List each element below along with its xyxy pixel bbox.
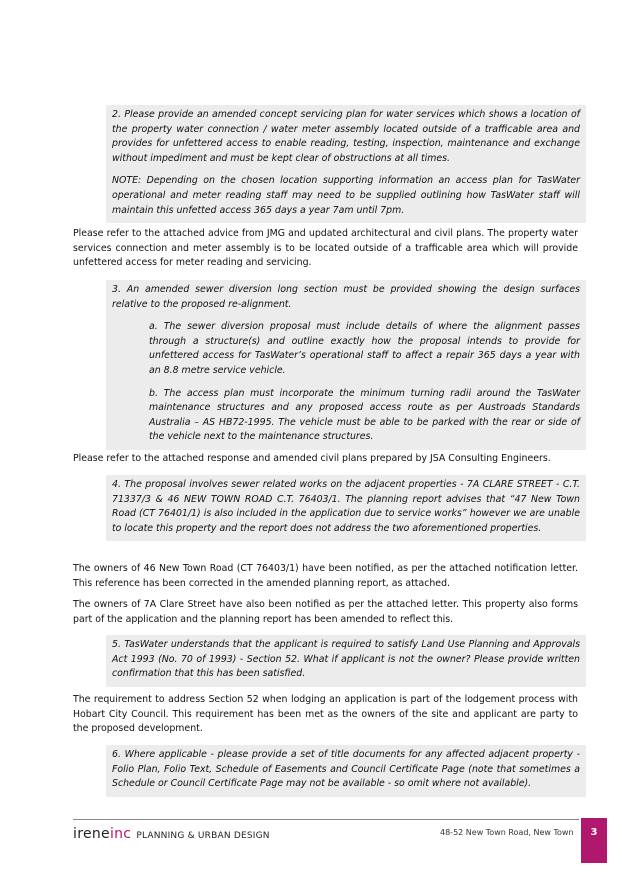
request-item-6 <box>106 745 586 797</box>
logo-tagline: PLANNING & URBAN DESIGN <box>136 831 270 841</box>
response-4b: The owners of 7A Clare Street have also been notified as per the attached letter. This property also forms part of the application and the planning report has been amended to reflect this. <box>73 599 578 625</box>
request-item-4-text: 4. The proposal involves sewer related works on the adjacent properties - 7A CLARE STREET - C.T. 71337/3 & 46 NEW TOWN ROAD C.T. 76403/1. The planning report advises that “47 New Town Road (CT 76401/1) is also included in the application due to service works” however we are unable to locate this property and the report does not address the two aforementioned properties. <box>112 479 580 534</box>
request-item-2-note: NOTE: Depending on the chosen location supporting information an access plan for TasWater operational and meter reading staff may need to be supplied outlining how TasWater staff will maintain this unfetted access 365 days a year 7am until 7pm. <box>112 175 580 216</box>
footer-address: 48-52 New Town Road, New Town <box>440 828 574 837</box>
request-item-2-text: 2. Please provide an amended concept servicing plan for water services which shows a location of the property water connection / water meter assembly located outside of a trafficable area and provides for unfettered access to enable reading, testing, inspection, maintenance and exchange without impediment and must be kept clear of obstructions at all times. <box>112 109 580 164</box>
request-item-5-text: 5. TasWater understands that the applicant is required to satisfy Land Use Planning and Approvals Act 1993 (No. 70 of 1993) - Section 52. What if applicant is not the owner? Please provide written confirmation that this has been satisfied. <box>112 639 580 680</box>
response-3: Please refer to the attached response and amended civil plans prepared by JSA Consulting Engineers. <box>73 453 551 464</box>
request-item-6-text: 6. Where applicable - please provide a set of title documents for any affected adjacent property - Folio Plan, Folio Text, Schedule of Easements and Council Certificate Page (note that sometimes a Schedule or Council Certificate Page may not be available - so omit where not available). <box>112 749 580 790</box>
logo-inc: inc <box>109 826 132 842</box>
page-number: 3 <box>581 818 607 863</box>
response-5: The requirement to address Section 52 when lodging an application is part of the lodgement process with Hobart City Council. This requirement has been met as the owners of the site and applicant are party to the proposed development. <box>73 694 578 735</box>
request-item-5 <box>106 635 586 687</box>
request-item-3-text: 3. An amended sewer diversion long section must be provided showing the design surfaces relative to the proposed re-alignment. <box>112 284 580 310</box>
request-item-3a: a. The sewer diversion proposal must include details of where the alignment passes through a structure(s) and outline exactly how the proposal intends to provide for unfettered access for TasWater’s operational staff to affect a repair 365 days a year with an 8.8 metre service vehicle. <box>149 321 580 376</box>
response-2: Please refer to the attached advice from JMG and updated architectural and civil plans. The property water services connection and meter assembly is to be located outside of a trafficable area which will provide unfettered access for meter reading and servicing. <box>73 228 578 269</box>
request-item-3 <box>106 280 586 450</box>
request-item-2 <box>106 105 586 223</box>
company-logo <box>73 824 270 842</box>
logo-irene: irene <box>73 826 110 842</box>
request-item-3b: b. The access plan must incorporate the minimum turning radii around the TasWater maintenance structures and any proposed access route as per Austroads Standards Australia – AS HB72-1995. The vehicle must be able to be parked with the rear or side of the vehicle next to the maintenance structures. <box>149 387 580 443</box>
footer-divider <box>73 819 579 820</box>
response-4a: The owners of 46 New Town Road (CT 76403/1) have been notified, as per the attached notification letter. This reference has been corrected in the amended planning report, as attached. <box>73 563 578 589</box>
request-item-4 <box>106 475 586 541</box>
